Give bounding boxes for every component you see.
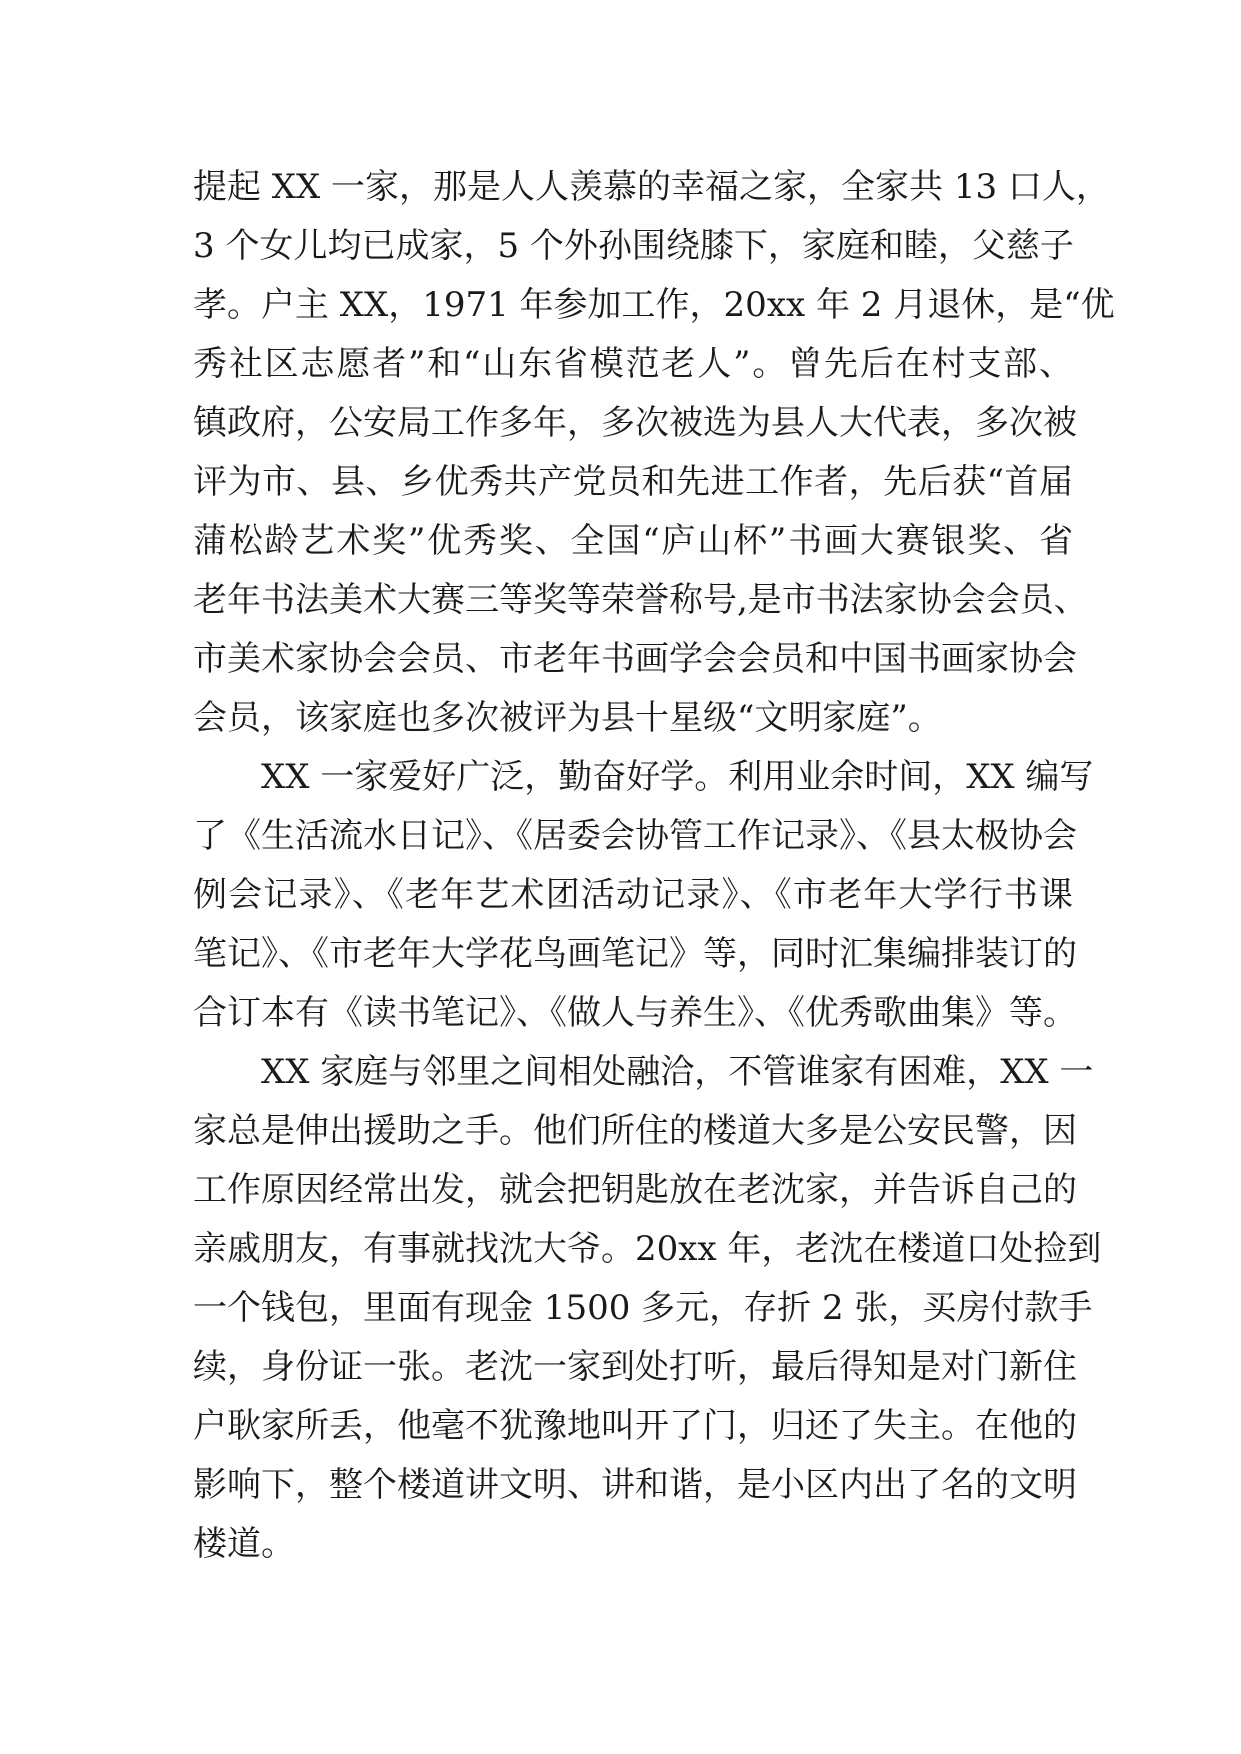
paragraph-1-line: 镇政府，公安局工作多年，多次被选为县人大代表，多次被 xyxy=(193,403,1077,443)
paragraph-1-line: 市美术家协会会员、市老年书画学会会员和中国书画家协会 xyxy=(193,639,1077,679)
paragraph-2-line: 笔记》、《市老年大学花鸟画笔记》等，同时汇集编排装订的 xyxy=(193,934,1077,974)
paragraph-3-line: 续，身份证一张。老沈一家到处打听，最后得知是对门新住 xyxy=(193,1347,1077,1387)
document-body xyxy=(193,158,1115,1574)
paragraph-1-line: 秀社区志愿者”和“山东省模范老人”。曾先后在村支部、 xyxy=(193,344,1073,384)
paragraph-1-line: 提起 XX 一家，那是人人羡慕的幸福之家，全家共 13 口人， xyxy=(193,167,1110,207)
paragraph-2-line: 例会记录》、《老年艺术团活动记录》、《市老年大学行书课 xyxy=(193,875,1073,915)
paragraph-1-line: 孝。户主 XX，1971 年参加工作，20xx 年 2 月退休，是“优 xyxy=(193,285,1115,325)
paragraph-1-line: 评为市、县、乡优秀共产党员和先进工作者，先后获“首届 xyxy=(193,462,1073,502)
paragraph-3-line: 户耿家所丢，他毫不犹豫地叫开了门，归还了失主。在他的 xyxy=(193,1406,1077,1446)
paragraph-3-line: 工作原因经常出发，就会把钥匙放在老沈家，并告诉自己的 xyxy=(193,1170,1077,1210)
paragraph-3-line: 家总是伸出援助之手。他们所住的楼道大多是公安民警，因 xyxy=(193,1111,1077,1151)
paragraph-2-line: 合订本有《读书笔记》、《做人与养生》、《优秀歌曲集》等。 xyxy=(193,993,1077,1033)
paragraph-1-line: 蒲松龄艺术奖”优秀奖、全国“庐山杯”书画大赛银奖、省 xyxy=(193,521,1073,561)
paragraph-3-line: 楼道。 xyxy=(193,1524,295,1564)
paragraph-3-line: 影响下，整个楼道讲文明、讲和谐，是小区内出了名的文明 xyxy=(193,1465,1077,1505)
paragraph-1-line: 会员，该家庭也多次被评为县十星级“文明家庭”。 xyxy=(193,698,942,738)
paragraph-1-line: 3 个女儿均已成家，5 个外孙围绕膝下，家庭和睦，父慈子 xyxy=(193,226,1074,266)
paragraph-3-line: XX 家庭与邻里之间相处融洽，不管谁家有困难，XX 一 xyxy=(261,1052,1094,1092)
paragraph-3-line: 一个钱包，里面有现金 1500 多元，存折 2 张，买房付款手 xyxy=(193,1288,1093,1328)
paragraph-2-line: 了《生活流水日记》、《居委会协管工作记录》、《县太极协会 xyxy=(193,816,1077,856)
paragraph-1-line: 老年书法美术大赛三等奖等荣誉称号,是市书法家协会会员、 xyxy=(193,580,1088,620)
paragraph-2-line: XX 一家爱好广泛，勤奋好学。利用业余时间，XX 编写 xyxy=(261,757,1094,797)
paragraph-3-line: 亲戚朋友，有事就找沈大爷。20xx 年，老沈在楼道口处捡到 xyxy=(193,1229,1102,1269)
